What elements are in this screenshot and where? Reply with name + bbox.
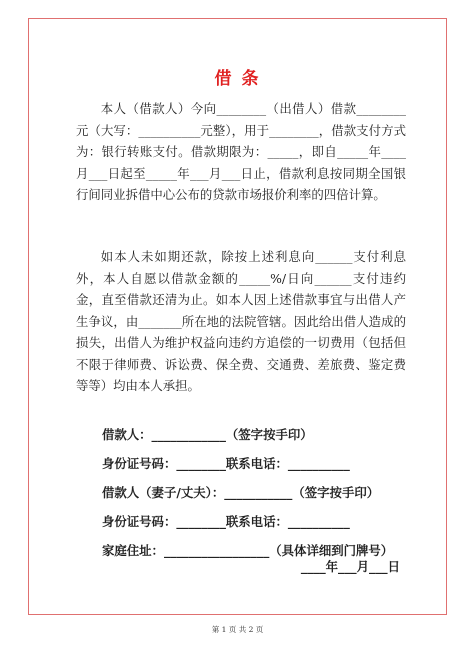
loan-terms-paragraph: 本人（借款人）今向________（出借人）借款________元（大写：__________元整），用于________，借款支付方式为：银行转账支付。借款期限为：_____，即自_____年____月___日起至_____年___月___日止，借款利息按同期全国银行间同业拆借中心公布的贷款市场报价利率的四倍计算。: [76, 101, 406, 202]
home-address-line: 家庭住址：_________________（具体详细到门牌号）: [102, 543, 394, 558]
default-terms-paragraph: 如本人未如期还款，除按上述利息向______支付利息外，本人自愿以借款金额的_____%/日向______支付违约金，直至借款还清为止。如本人因上述借款事宜与出借人产生争议，由_______所在地的法院管辖。因此给出借人造成的损失，出借人为维护权益向违约方追偿的一切费用（包括但不限于律师费、诉讼费、保全费、交通费、差旅费、鉴定费等等）均由本人承担。: [76, 249, 406, 393]
date-line: ____年___月___日: [300, 559, 400, 574]
borrower-signature-line: 借款人：____________（签字按手印）: [102, 427, 313, 442]
spouse-signature-line: 借款人（妻子/丈夫）：___________（签字按手印）: [102, 485, 380, 500]
page-footer: 第 1 页 共 2 页: [211, 625, 264, 634]
document-title: 借 条: [214, 69, 261, 89]
borrower-id-phone-line: 身份证号码：________联系电话：__________: [102, 456, 350, 471]
spouse-id-phone-line: 身份证号码：________联系电话：__________: [102, 514, 350, 529]
